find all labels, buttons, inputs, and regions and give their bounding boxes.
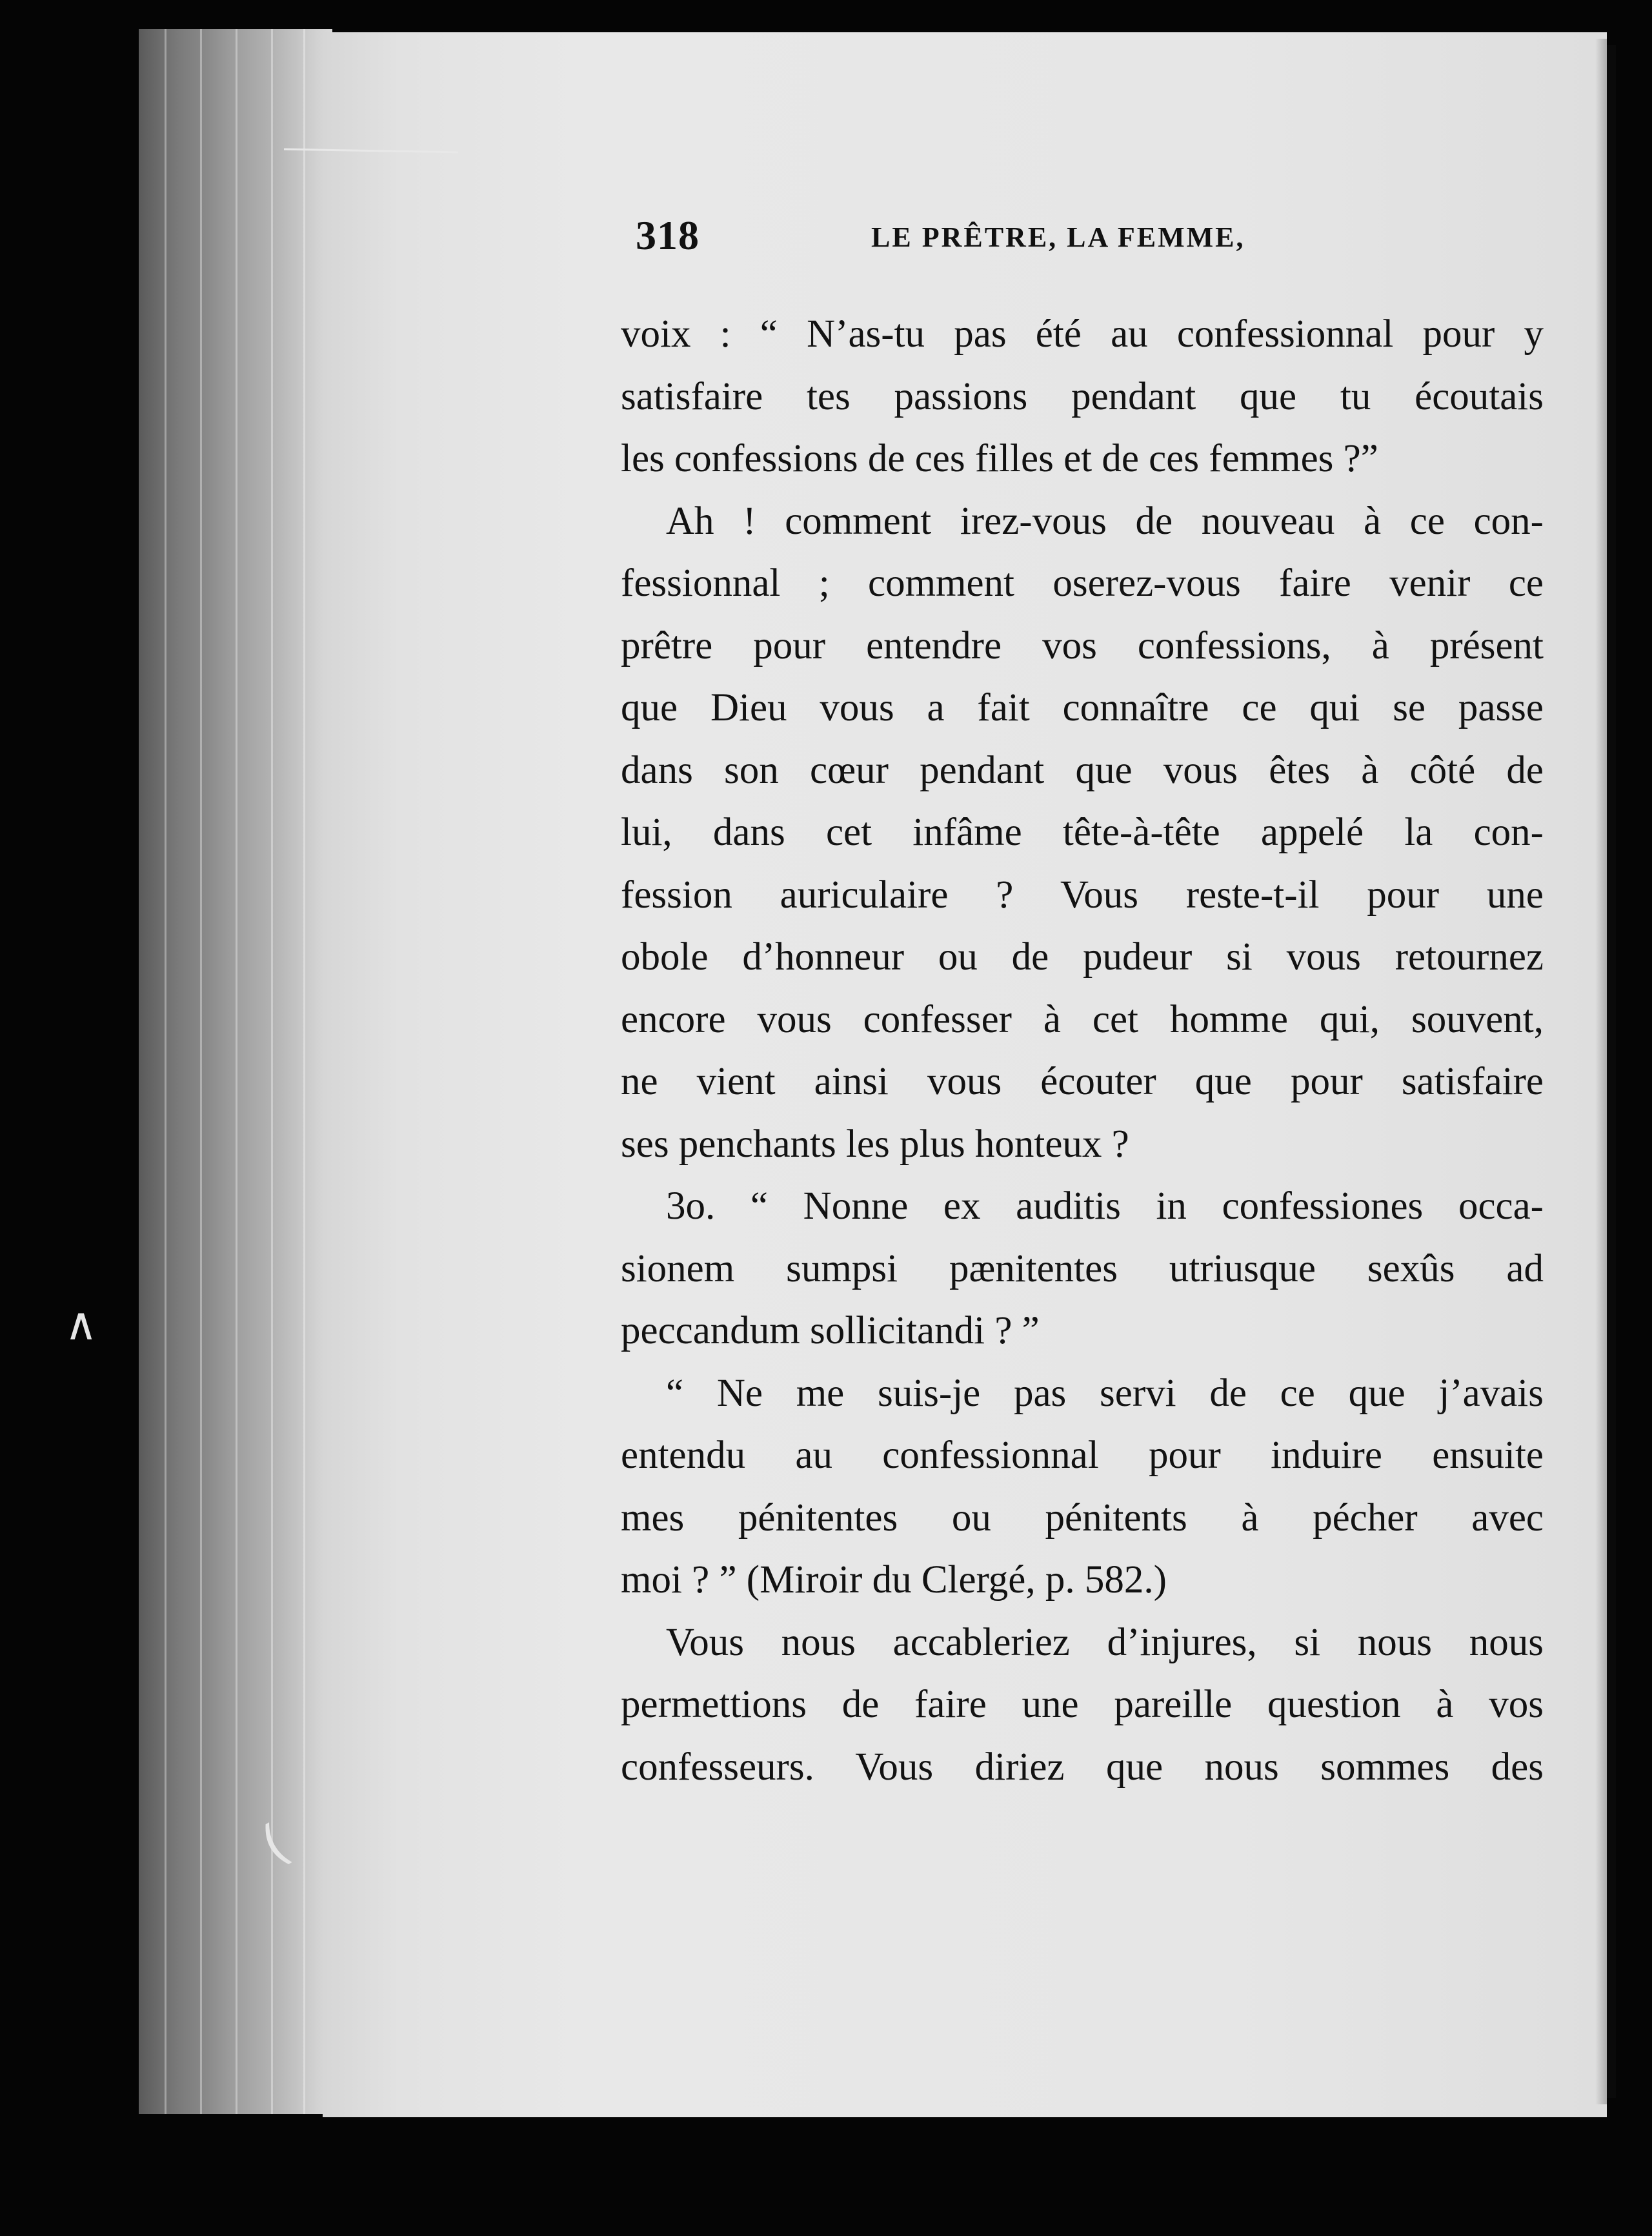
text-line: prêtre pour entendre vos confessions, à présent [621,624,1544,667]
text-line: mes pénitentes ou pénitents à pécher avec [621,1496,1544,1540]
gutter-shadow [1595,39,1608,2104]
text-line: satisfaire tes passions pendant que tu écoutais [621,374,1544,418]
scan-mark: ∧ [65,1297,98,1350]
text-line: ses penchants les plus honteux ? [621,1122,1129,1166]
running-title: LE PRÊTRE, LA FEMME, [871,221,1245,253]
text-line: dans son cœur pendant que vous êtes à côté de [621,748,1544,792]
text-line: entendu au confessionnal pour induire ensuite [621,1434,1544,1477]
text-line: obole d’honneur ou de pudeur si vous retournez [621,935,1544,979]
book-page-edges [139,29,332,2114]
page-number: 318 [636,212,700,258]
text-line: peccandum sollicitandi ? ” [621,1309,1040,1352]
page-right-edge [1607,45,1616,2098]
text-line: Ah ! comment irez-vous de nouveau à ce con- [666,499,1544,543]
body-text [621,303,1544,1798]
text-line: moi ? ” (Miroir du Clergé, p. 582.) [621,1558,1167,1601]
text-line: fessionnal ; comment oserez-vous faire venir ce [621,562,1544,605]
text-line: confesseurs. Vous diriez que nous sommes des [621,1745,1544,1789]
text-line: fession auriculaire ? Vous reste-t-il pour une [621,873,1544,917]
text-line: lui, dans cet infâme tête-à-tête appelé la con- [621,811,1544,854]
text-line: ne vient ainsi vous écouter que pour satisfaire [621,1060,1544,1103]
text-line: que Dieu vous a fait connaître ce qui se passe [621,686,1544,729]
text-line: permettions de faire une pareille question à vos [621,1683,1544,1726]
text-line: sionem sumpsi pænitentes utriusque sexûs ad [621,1246,1544,1290]
text-line: 3o. “ Nonne ex auditis in confessiones occa- [666,1184,1544,1228]
text-line: voix : “ N’as-tu pas été au confessionnal pour y [621,312,1544,356]
text-line: les confessions de ces filles et de ces femmes ?” [621,437,1378,480]
text-line: “ Ne me suis-je pas servi de ce que j’avais [666,1371,1544,1415]
scan-mark: ( [250,1813,299,1875]
text-line: Vous nous accableriez d’injures, si nous nous [666,1620,1544,1664]
running-header [636,207,1552,278]
text-line: encore vous confesser à cet homme qui, souvent, [621,997,1544,1041]
